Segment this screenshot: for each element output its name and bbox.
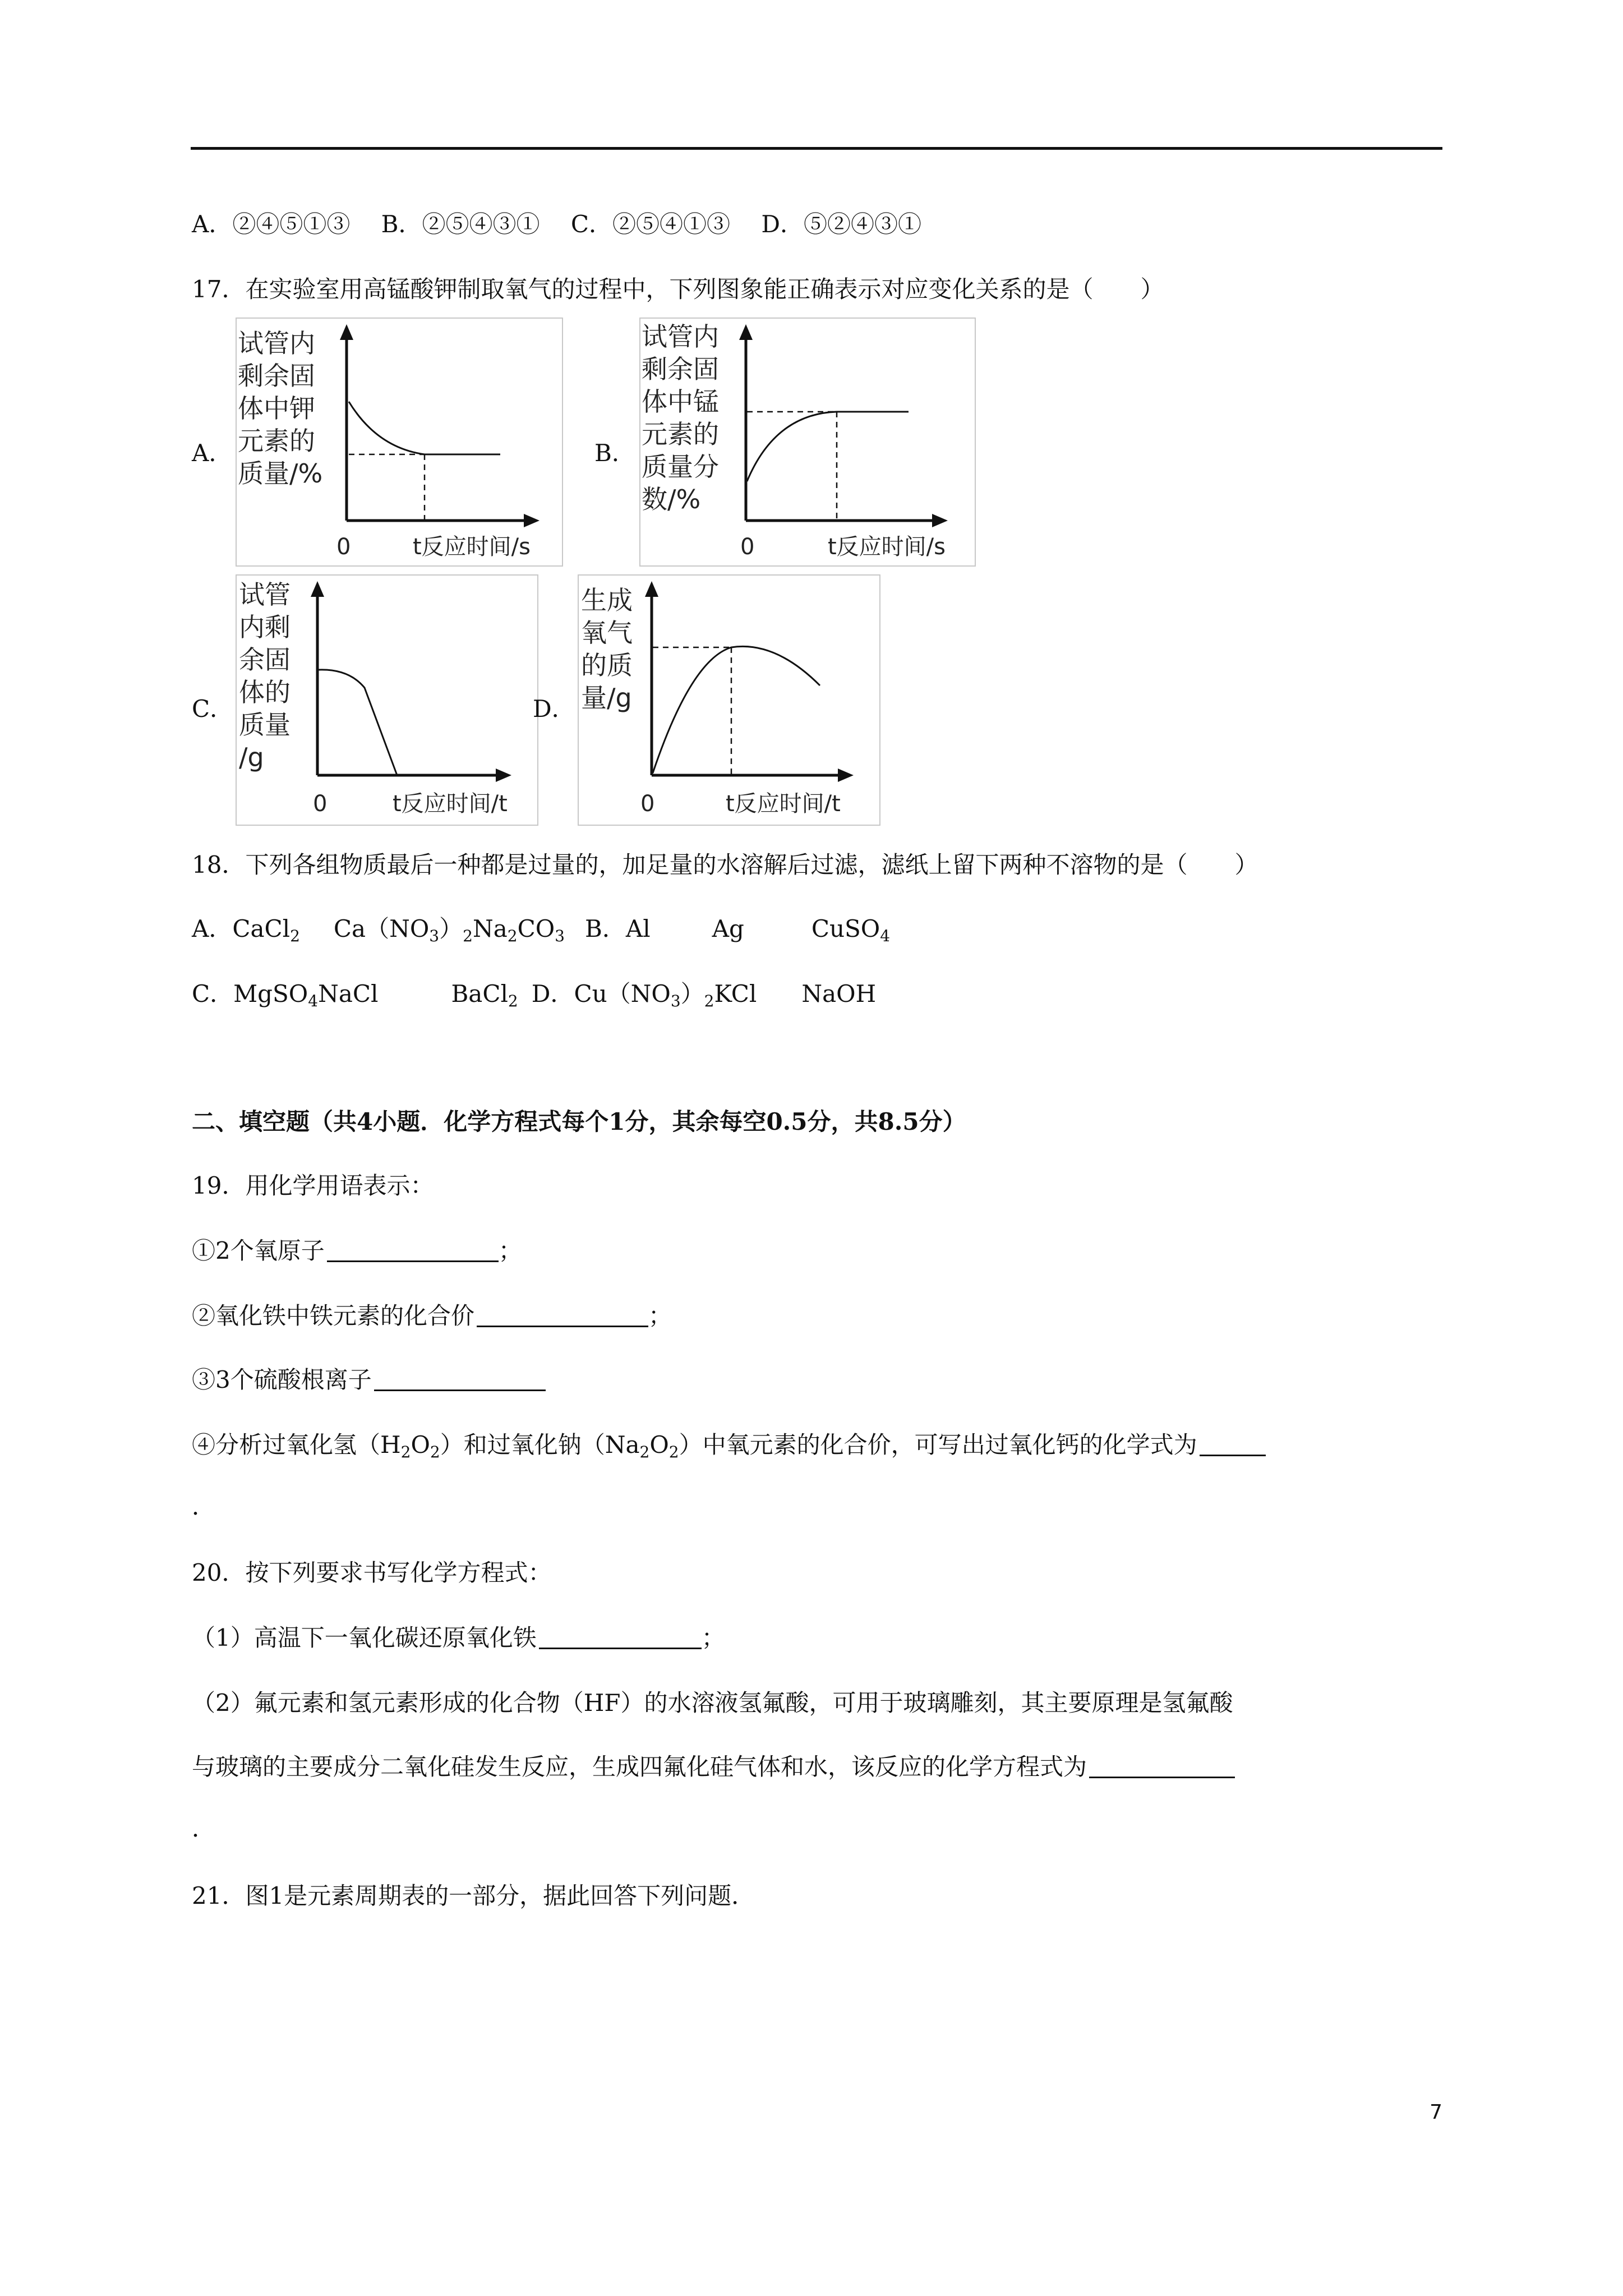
graph-a-ylabel-4: 元素的 [238,426,315,456]
q20-blank-2[interactable] [1089,1752,1235,1778]
q17-graph-a [236,318,563,567]
q18-option-b-label: B． [584,915,626,942]
q17-graph-c [236,574,538,826]
q17-option-d-letter: D． [533,695,575,723]
q17-stem: 17．在实验室用高锰酸钾制取氧气的过程中，下列图象能正确表示对应变化关系的是（ ） [192,275,1164,303]
graph-d-ylabel-4: 量/g [581,683,632,713]
graph-b-xlabel: t反应时间/s [828,534,946,560]
q18-options-row-2: C．MgSO$_4$NaCl BaCl$_2$ D．$Cu(NO_3)_2KCl$ NaOH [192,980,877,1010]
q19-item-2: ②氧化铁中铁元素的化合价 ； [192,1302,672,1329]
graph-a-ylabel-1: 试管内 [238,328,315,358]
q19-blank-4[interactable] [1200,1430,1266,1456]
graph-a-ylabel-5: 质量/% [238,458,323,489]
q19-item-4: ④分析过氧化氢$(H_2O_2)$和过氧化钠$(Na_2O_2)$中氧元素的化合价，可写出过氧化钙的化学式为 [192,1428,1266,1462]
q20-part-1: （1）高温下一氧化碳还原氧化铁 ； [192,1624,725,1651]
header-rule [191,147,1442,150]
q18-stem: 18．下列各组物质最后一种都是过量的，加足量的水溶解后过滤，滤纸上留下两种不溶物的是（ ） [192,851,1258,878]
graph-c-ylabel-1: 试管 [239,579,291,610]
q20-part-2-end: ． [192,1815,216,1842]
graph-a-origin: 0 [336,534,351,560]
q18-options-row-1: A．CaCl$_2$ $Ca(NO_3)_2Na_2CO_3$ B．Al Ag CuSO$_4$ [192,915,891,945]
graph-c-xlabel: t反应时间/t [393,791,508,817]
q17-option-b-letter: B． [594,439,635,467]
q19-blank-1[interactable] [327,1236,499,1262]
q19-item-4-end: ． [192,1493,216,1520]
graph-b-ylabel-1: 试管内 [642,321,719,352]
q20-part-2-line-2: 与玻璃的主要成分二氧化硅发生反应，生成四氟化硅气体和水，该反应的化学方程式为 [192,1750,1235,1784]
graph-b-ylabel-4: 元素的 [642,419,719,449]
graph-c-ylabel-6: /g [239,742,264,772]
graph-b-ylabel-6: 数/% [642,484,701,514]
graph-d-ylabel-2: 氧气 [581,618,633,648]
q20-blank-1[interactable] [539,1623,702,1649]
graph-d-xlabel: t反应时间/t [726,791,841,817]
graph-d-origin: 0 [640,791,655,817]
q18-option-c-label: C． [192,980,234,1007]
q19-stem: 19．用化学用语表示： [192,1172,434,1199]
q19-item-3: ③3个硫酸根离子 [192,1363,546,1397]
graph-c-ylabel-5: 质量 [239,710,291,740]
graph-b-ylabel-3: 体中锰 [642,386,719,417]
graph-c-origin: 0 [313,791,328,817]
q17-option-a-letter: A． [192,439,233,467]
graph-c-ylabel-4: 体的 [239,677,291,707]
q20-stem: 20．按下列要求书写化学方程式： [192,1559,552,1586]
graph-a-ylabel-2: 剩余固 [238,361,315,391]
q17-graph-d [578,574,880,826]
graph-b-ylabel-5: 质量分 [642,452,719,482]
q20-part-2-line-1: （2）氟元素和氢元素形成的化合物（HF）的水溶液氢氟酸，可用于玻璃雕刻，其主要原理是氢氟酸 [192,1689,1233,1717]
section-2-heading: 二、填空题（共4小题．化学方程式每个1分，其余每空0.5分，共8.5分） [192,1108,966,1135]
graph-c-ylabel-3: 余固 [239,645,291,675]
q16-options: A．②④⑤①③ B．②⑤④③① C．②⑤④①③ D．⑤②④③① [192,210,922,238]
q18-option-a-label: A． [192,915,233,942]
q19-item-1: ①2个氧原子 ； [192,1237,522,1264]
q19-blank-2[interactable] [477,1301,648,1327]
graph-a-xlabel: t反应时间/s [413,534,531,560]
q18-option-d-label: D． [531,980,574,1007]
page-number: 7 [1430,2101,1442,2124]
graph-d-ylabel-1: 生成 [581,585,633,615]
graph-d-ylabel-3: 的质 [581,650,633,680]
graph-c-ylabel-2: 内剩 [239,612,291,642]
q19-blank-3[interactable] [374,1365,546,1391]
q21-stem: 21．图1是元素周期表的一部分，据此回答下列问题． [192,1882,755,1910]
q17-graph-b [639,318,976,567]
q17-option-c-letter: C． [192,695,234,723]
graph-b-ylabel-2: 剩余固 [642,354,719,384]
graph-b-origin: 0 [740,534,755,560]
graph-a-ylabel-3: 体中钾 [238,393,315,424]
